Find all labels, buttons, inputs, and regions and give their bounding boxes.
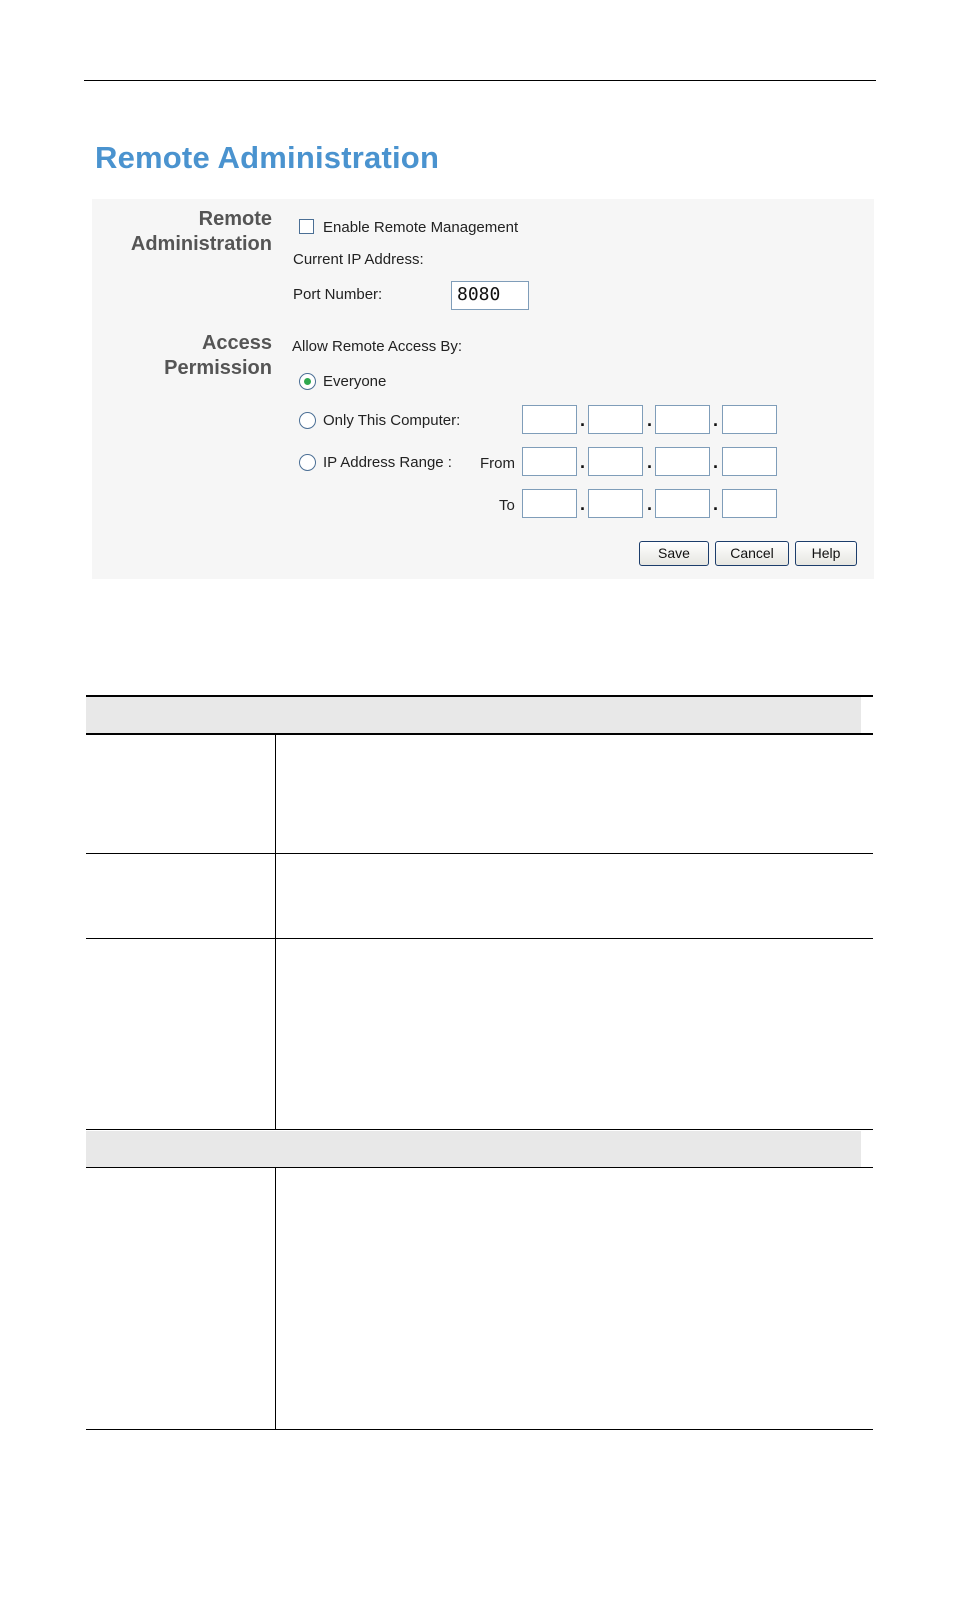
octet-separator: . — [713, 410, 719, 430]
range-from-label: From — [480, 455, 515, 472]
save-button[interactable]: Save — [639, 541, 709, 566]
table-rule — [86, 1167, 873, 1168]
only-this-computer-octet-2[interactable] — [588, 405, 643, 434]
only-this-computer-octet-1[interactable] — [522, 405, 577, 434]
only-this-computer-radio[interactable] — [299, 412, 316, 429]
current-ip-label: Current IP Address: — [293, 251, 424, 268]
octet-separator: . — [713, 452, 719, 472]
range-to-octet-1[interactable] — [522, 489, 577, 518]
section-label-remote-administration — [131, 207, 272, 257]
enable-remote-management-checkbox[interactable] — [299, 219, 314, 234]
section-label-line: Permission — [164, 357, 272, 379]
section-label-line: Remote — [198, 208, 272, 230]
cancel-button[interactable]: Cancel — [715, 541, 789, 566]
table-column-divider — [275, 735, 276, 1129]
table-section-header — [86, 1131, 861, 1167]
allow-remote-access-label: Allow Remote Access By: — [292, 338, 463, 355]
octet-separator: . — [647, 494, 653, 514]
octet-separator: . — [647, 452, 653, 472]
table-rule — [86, 938, 873, 939]
only-this-computer-octet-3[interactable] — [655, 405, 710, 434]
octet-separator: . — [713, 494, 719, 514]
page-title: Remote Administration — [95, 140, 440, 175]
help-button[interactable]: Help — [795, 541, 857, 566]
table-section-header — [86, 697, 861, 733]
description-table — [86, 695, 873, 1430]
section-label-line: Access — [201, 332, 272, 354]
range-to-octet-3[interactable] — [655, 489, 710, 518]
table-rule — [86, 695, 873, 697]
ip-address-range-radio[interactable] — [299, 454, 316, 471]
range-from-octet-3[interactable] — [655, 447, 710, 476]
table-rule — [86, 733, 873, 735]
range-to-octet-2[interactable] — [588, 489, 643, 518]
port-number-label: Port Number: — [293, 286, 383, 303]
octet-separator: . — [580, 494, 586, 514]
port-number-input[interactable]: 8080 — [451, 281, 529, 310]
everyone-radio[interactable] — [299, 373, 316, 390]
table-rule — [86, 1129, 873, 1130]
enable-remote-management-label: Enable Remote Management — [323, 219, 519, 236]
only-this-computer-octet-4[interactable] — [722, 405, 777, 434]
table-column-divider — [275, 1167, 276, 1429]
octet-separator: . — [580, 410, 586, 430]
range-to-octet-4[interactable] — [722, 489, 777, 518]
section-label-access-permission — [164, 331, 272, 381]
page-header-rule — [84, 80, 876, 81]
section-label-line: Administration — [130, 233, 272, 255]
octet-separator: . — [647, 410, 653, 430]
ip-address-range-label: IP Address Range : — [323, 454, 452, 471]
everyone-label: Everyone — [323, 373, 387, 390]
range-from-octet-2[interactable] — [588, 447, 643, 476]
range-to-label: To — [499, 497, 515, 514]
table-rule — [86, 853, 873, 854]
octet-separator: . — [580, 452, 586, 472]
range-from-octet-1[interactable] — [522, 447, 577, 476]
only-this-computer-label: Only This Computer: — [323, 412, 461, 429]
range-from-octet-4[interactable] — [722, 447, 777, 476]
table-rule — [86, 1429, 873, 1430]
